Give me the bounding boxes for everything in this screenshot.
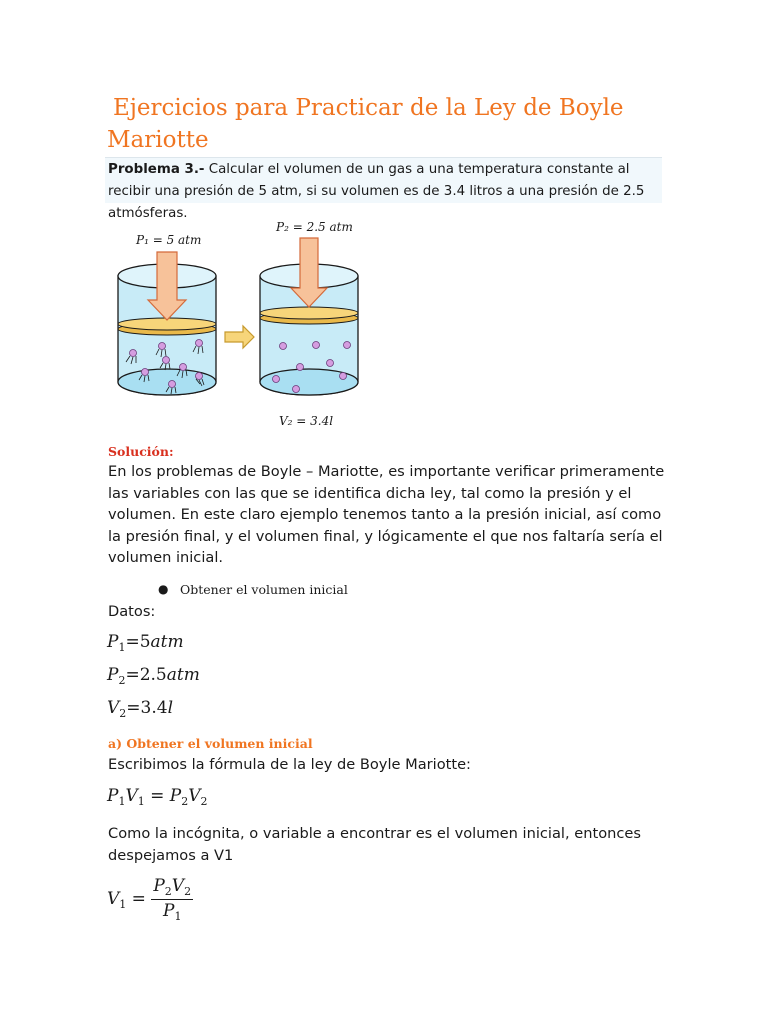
v2-label: V₂ = 3.4l xyxy=(279,414,334,428)
section-a-text: Escribimos la fórmula de la ley de Boyle Mariotte: xyxy=(108,756,471,773)
v1-formula: $V_1$ = $\frac{P_2V_2}{P_1}$ xyxy=(107,876,192,923)
problem-statement xyxy=(105,157,662,221)
cylinder-2 xyxy=(260,238,358,395)
cylinder-1 xyxy=(118,252,216,395)
solution-text: En los problemas de Boyle – Mariotte, es importante verificar primeramente las variables con las que se identifica dicha ley, tal como la presión y el volumen. En este claro ejemplo tenemos tanto a la presión inicial, así como la presión final, y el volumen final, y lógicamente el que nos faltaría sería el volumen inicial. xyxy=(108,463,665,567)
datos-v2: $V_2=3.4l$ xyxy=(107,698,173,720)
datos-p2: $P_2=2.5atm$ xyxy=(107,665,200,687)
boyle-formula: $P_1V_1 = P_2V_2$ xyxy=(107,786,208,808)
bullet-dot: ● xyxy=(158,582,169,596)
section-a-heading: a) Obtener el volumen inicial xyxy=(108,736,313,751)
datos-p1: $P_1=5atm$ xyxy=(107,632,184,654)
solution-heading: Solución: xyxy=(108,444,174,459)
boyle-law-figure xyxy=(108,212,368,434)
page-title: Ejercicios para Practicar de la Ley de Boyle Mariotte xyxy=(107,95,624,153)
bullet-text: Obtener el volumen inicial xyxy=(180,582,348,597)
fraction: $\frac{P_2V_2}{P_1}$ xyxy=(153,876,192,923)
problem-text: Calcular el volumen de un gas a una temperatura constante al recibir una presión de 5 atm, si su volumen es de 3.4 litros a una presión de 2.5 atmósferas. xyxy=(108,162,645,221)
p1-label: P₁ = 5 atm xyxy=(136,233,202,247)
datos-label: Datos: xyxy=(108,603,156,620)
problem-label: Problema 3.- xyxy=(108,162,205,177)
transition-arrow xyxy=(225,326,254,348)
incognita-text: Como la incógnita, o variable a encontrar es el volumen inicial, entonces despejamos a V1 xyxy=(108,825,641,864)
p2-label: P₂ = 2.5 atm xyxy=(276,220,353,234)
